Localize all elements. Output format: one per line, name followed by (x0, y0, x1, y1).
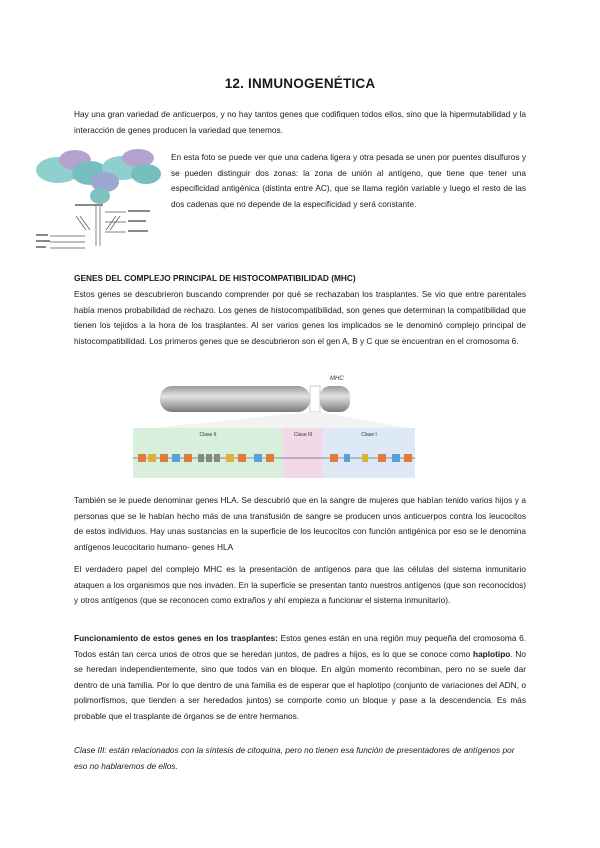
antibody-label-lines (36, 204, 150, 248)
antibody-structure-image (30, 146, 165, 263)
class-iii-label: Clase III (293, 432, 313, 438)
class-ii-label: Clase II (199, 432, 217, 438)
chromosome-6 (160, 386, 350, 412)
mhc-role-paragraph: El verdadero papel del complejo MHC es la presentación de antígenos para que las células del sistema inmunitario ataquen a los organismos que nos invaden. En la superficie se presentan tanto nuestros antígenos (que son reconocidos) y otros antígenos (que se reconocen como extraños y ahí empieza a funcionar el sistema inmunitario). (74, 564, 526, 606)
antibody-diagram-lines (50, 206, 126, 248)
intro-paragraph: Hay una gran variedad de anticuerpos, y no hay tantos genes que codifiquen todos ellos, sino que la hipermutabilidad y la interacción de genes producen la variedad que tenemos. (74, 109, 526, 135)
hla-paragraph: También se le puede denominar genes HLA. Se descubrió que en la sangre de mujeres que habían tenido varios hijos y a personas que se le habían hecho más de una transfusión de sangre se producen unos anticuerpos contra los leucocitos de estos individuos. Hay unas sustancias en la superficie de los leucocitos con función antigénica por eso se le denomina antígenos leucocitario humano- genes HLA (74, 495, 526, 552)
transplant-function-text-2: . No se heredan independientemente, sino que todos van en bloque. En algún momento recombinan, pero no se suele dar dentro de una familia. Por lo que dentro de una familia es de esperar que el haplotipo (conjunto de variaciones del ADN, o polimorfismos, que tienden a ser heredados juntos) se comporte como un bloque y pase a la descendencia. Es más probable que el trasplante de órganos se de entre hermanos. (74, 648, 527, 721)
page-title: 12. INMUNOGENÉTICA (224, 76, 376, 91)
zoom-region (133, 412, 418, 430)
class-iii-note: Clase III: están relacionados con la síntesis de citoquina, pero no tienen esa función de presentadores de antígenos por eso no hablaremos de ellos. (74, 745, 515, 771)
transplant-function-paragraph (74, 631, 526, 725)
mhc-chromosome-figure (130, 370, 420, 480)
class-i-label: Clase I (361, 432, 377, 438)
mhc-section-heading: GENES DEL COMPLEJO PRINCIPAL DE HISTOCOMPATIBILIDAD (MHC) (74, 273, 356, 283)
transplant-function-text-1: Estos genes están en una región muy pequeña del cromosoma 6. Todos están tan cerca unos de otros que se heredan juntos, de padres a hijos, es lo que se conoce como (74, 633, 527, 659)
haplotype-term: haplotipo (473, 648, 511, 659)
antibody-description: En esta foto se puede ver que una cadena ligera y otra pesada se unen por puentes disulfuros y se pueden distinguir dos zonas: la zona de unión al antígeno, que tiene que tener una especificidad antigénica (distinta entre AC), que se llama región variable y luego el resto de las dos cadenas que no depende de la especificidad y será constante. (171, 152, 526, 209)
mhc-paragraph: Estos genes se descubrieron buscando comprender por qué se rechazaban los trasplantes. Se vio que entre parentales había menos probabilidad de rechazo. Los genes de histocompatibilidad, son genes que determinan la compatibilidad que tienen los tejidos a la hora de los trasplantes. Al ser varios genes los implicados se le denominó complejo principal de histocompatibilidad. Los primeros genes que se descubrieron son el gen A, B y C que se encuentran en el cromosoma 6. (74, 289, 526, 346)
antibody-fab-domains (36, 149, 161, 204)
mhc-chromosome-label: MHC (330, 376, 344, 382)
transplant-function-lead: Funcionamiento de estos genes en los trasplantes: (74, 633, 278, 643)
